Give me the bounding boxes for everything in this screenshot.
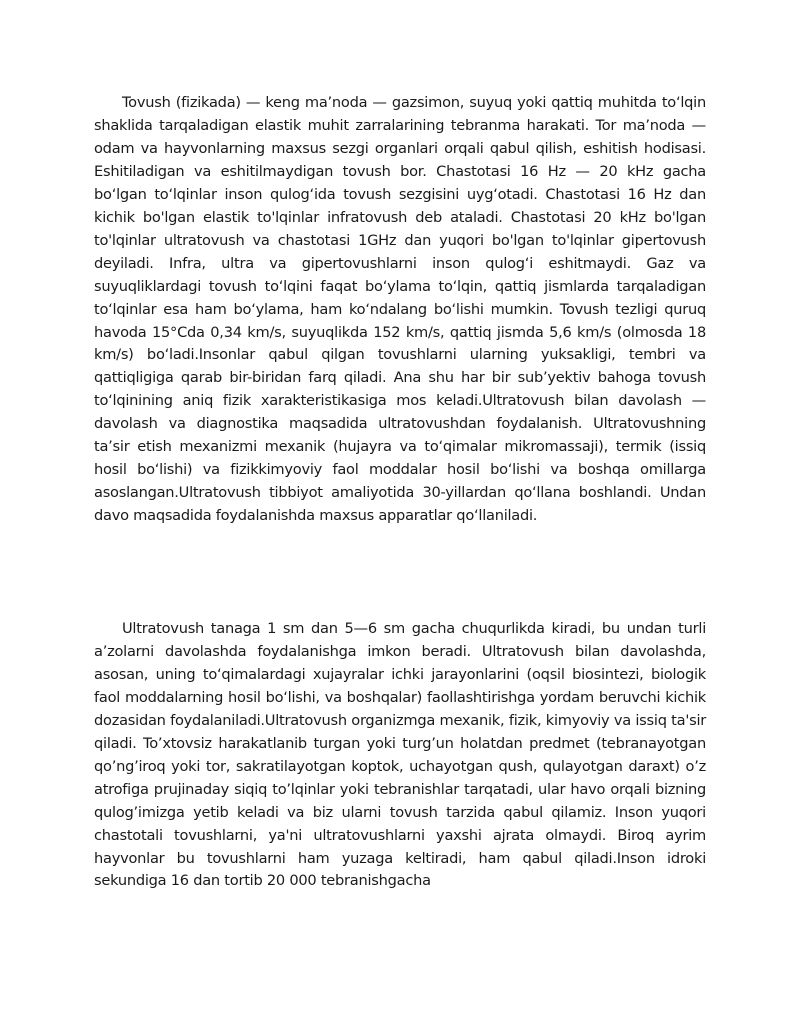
paragraph-2: Ultratovush tanaga 1 sm dan 5—6 sm gacha chuqurlikda kiradi, bu undan turli a’zolarni davolashda foydalanishga imkon beradi. Ultratovush bilan davolashda, asosan, uning to‘qimalardagi xujayralar ichki jarayonlarini (oqsil biosintezi, biologik faol moddalarning hosil bo‘lishi, va boshqalar) faollashtirishga yordam beruvchi kichik dozasidan foydalaniladi.Ultratovush organizmga mexanik, fizik, kimyoviy va issiq ta'sir qiladi. To’xtovsiz harakatlanib turgan yoki turg’un holatdan predmet (tebranayotgan qo’ng’iroq yoki tor, sakratilayotgan koptok, uchayotgan qush, qulayotgan daraxt) o’z atrofiga prujinaday siqiq to’lqinlar yoki tebranishlar tarqatadi, ular havo orqali bizning qulog’imizga yetib keladi va biz ularni tovush tarzida qabul qilamiz. Inson yuqori chastotali tovushlarni, ya'ni ultratovushlarni yaxshi ajrata olmaydi. Biroq ayrim hayvonlar bu tovushlarni ham yuzaga keltiradi, ham qabul qiladi.Inson idroki sekundiga 16 dan tortib 20 000 tebranishgacha (94, 620, 706, 890)
paragraph-1: Tovush (fizikada) — keng ma’noda — gazsimon, suyuq yoki qattiq muhitda to‘lqin shaklida tarqaladigan elastik muhit zarralarining tebranma harakati. Tor ma’noda — odam va hayvonlarning maxsus sezgi organlari orqali qabul qilish, eshitish hodisasi. Eshitiladigan va eshitilmaydigan tovush bor. Chastotasi 16 Hz — 20 kHz gacha bo‘lgan to‘lqinlar inson qulog‘ida tovush sezgisini uyg‘otadi. Chastotasi 16 Hz dan kichik bo'lgan elastik to'lqinlar infratovush deb ataladi. Chastotasi 20 kHz bo'lgan to'lqinlar ultratovush va chastotasi 1GHz dan yuqori bo'lgan to'lqinlar gipertovush deyiladi. Infra, ultra va gipertovushlarni inson qulog‘i eshitmaydi. Gaz va suyuqliklardagi tovush to‘lqini faqat bo‘ylama to‘lqin, qattiq jismlarda tarqaladigan to‘lqinlar esa ham bo‘ylama, ham ko‘ndalang bo‘lishi mumkin. Tovush tezligi quruq havoda 15°Cda 0,34 km/s, suyuqlikda 152 km/s, qattiq jismda 5,6 km/s (olmosda 18 km/s) bo‘ladi.Insonlar qabul qilgan tovushlarni ularning yuksakligi, tembri va qattiqligiga qarab bir-biridan farq qiladi. Ana shu har bir sub’yektiv bahoga tovush to‘lqinining aniq fizik xarakteristikasiga mos keladi.Ultratovush bilan davolash — davolash va diagnostika maqsadida ultratovushdan foydalanish. Ultratovushning ta’sir etish mexanizmi mexanik (hujayra va to‘qimalar mikromassaji), termik (issiq hosil bo‘lishi) va fizikkimyoviy faol moddalar hosil bo‘lishi va boshqa omillarga asoslangan.Ultratovush tibbiyot amaliyotida 30-yillardan qo‘llana boshlandi. Undan davo maqsadida foydalanishda maxsus apparatlar qo‘llaniladi. (94, 94, 706, 525)
paragraph-2-container (94, 618, 706, 893)
paragraph-1-container (94, 92, 706, 528)
